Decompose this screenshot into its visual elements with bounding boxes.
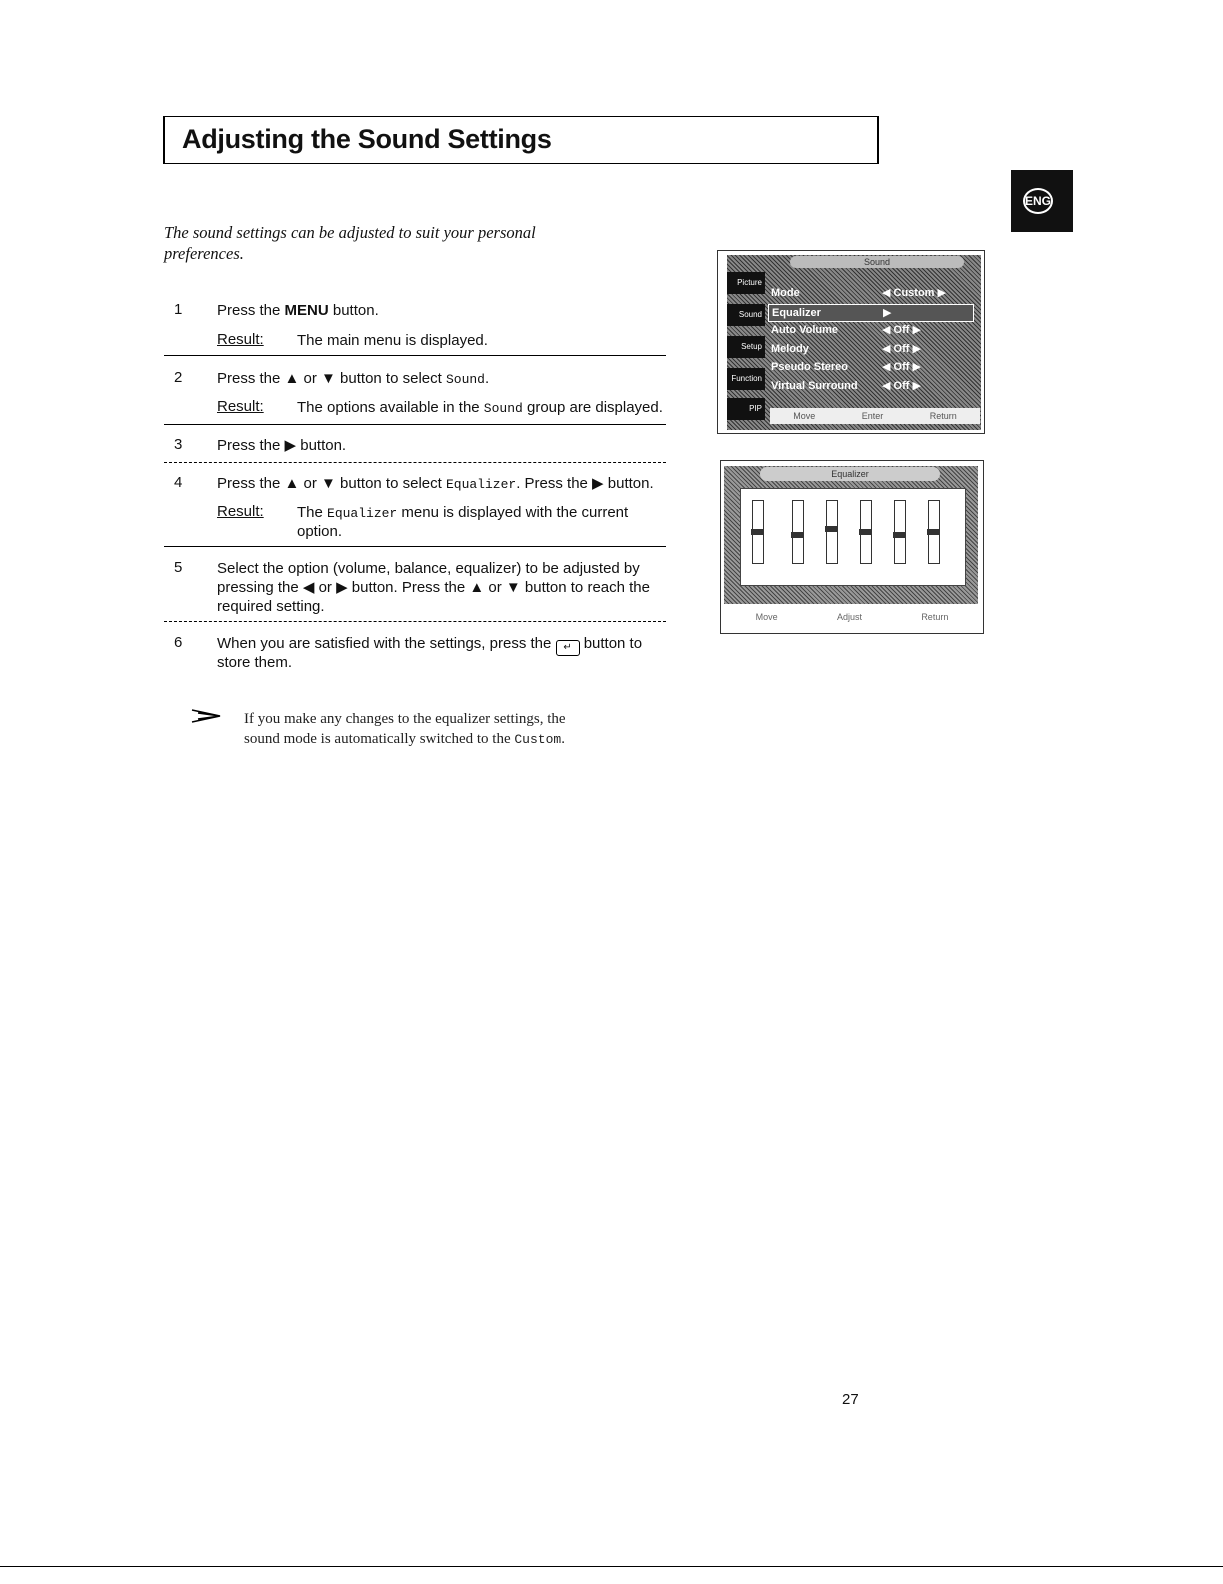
step-text-line: Select the option (volume, balance, equalizer) to be adjusted by [217, 560, 640, 577]
divider [164, 355, 666, 356]
step-text-line: store them. [217, 654, 293, 671]
menu-tab-sound: Sound [727, 304, 765, 326]
step-text: Press the ▶ button. [217, 437, 347, 454]
eq-band-slider [826, 500, 838, 564]
note-arrow-icon [190, 706, 224, 726]
equalizer-footer [726, 610, 978, 624]
footer-adjust: Adjust [836, 612, 862, 622]
eq-band-slider [860, 500, 872, 564]
slider-knob [859, 529, 871, 535]
menu-tab-picture: Picture [727, 272, 765, 294]
intro-text: The sound settings can be adjusted to suit your personal preferences. [164, 223, 536, 263]
footer-return: Return [921, 612, 949, 622]
footer-return: Return [929, 411, 957, 421]
footer-move: Move [755, 612, 778, 622]
step-number: 3 [174, 436, 183, 453]
slider-knob [825, 526, 837, 532]
footer-enter: Enter [861, 411, 884, 421]
balance-slider [752, 500, 764, 564]
slider-knob [927, 529, 939, 535]
note-text [244, 709, 654, 750]
step-number: 1 [174, 301, 183, 318]
step-number: 6 [174, 634, 183, 651]
menu-row-virtual-surround: Virtual Surround ◀ Off ▶ [771, 380, 921, 392]
page-title: Adjusting the Sound Settings [182, 124, 552, 154]
step-text: When you are satisfied with the settings, press the ↵ button to [217, 634, 642, 656]
menu-row-auto-volume: Auto Volume ◀ Off ▶ [771, 324, 921, 336]
step-number: 2 [174, 369, 183, 386]
eq-band-slider [792, 500, 804, 564]
footer-move: Move [793, 411, 816, 421]
divider [164, 546, 666, 547]
eq-band-slider [894, 500, 906, 564]
enter-button-icon: ↵ [556, 640, 580, 656]
eq-band-slider [928, 500, 940, 564]
divider [164, 621, 666, 622]
slider-knob [893, 532, 905, 538]
result-text-cont: option. [297, 523, 343, 540]
step-number: 5 [174, 559, 183, 576]
note-line: sound mode is automatically switched to the Custom. [244, 731, 565, 747]
result-text: The main menu is displayed. [297, 332, 488, 349]
menu-tab-function: Function [727, 368, 765, 390]
result-label: Result: [217, 331, 264, 348]
step-text-line: pressing the ◀ or ▶ button. Press the ▲ or ▼ button to reach the [217, 579, 650, 596]
page-number: 27 [842, 1391, 859, 1408]
menu-row-pseudo-stereo: Pseudo Stereo ◀ Off ▶ [771, 361, 921, 373]
divider [164, 424, 666, 425]
result-label: Result: [217, 398, 264, 415]
menu-tab-setup: Setup [727, 336, 765, 358]
eng-badge: ENG [1023, 188, 1053, 214]
menu-footer [770, 408, 980, 424]
step-text: Press the ▲ or ▼ button to select Sound. [217, 370, 490, 387]
step-text: Press the MENU button. [217, 302, 379, 319]
equalizer-title: Equalizer [760, 467, 940, 481]
step-text: Press the ▲ or ▼ button to select Equalizer. Press the ▶ button. [217, 475, 654, 492]
result-label: Result: [217, 503, 264, 520]
slider-knob [791, 532, 803, 538]
divider [164, 462, 666, 463]
result-text: The Equalizer menu is displayed with the current [297, 504, 629, 521]
menu-row-melody: Melody ◀ Off ▶ [771, 343, 921, 355]
slider-knob [751, 529, 763, 535]
menu-tab-pip: PIP [727, 398, 765, 420]
bottom-rule [0, 1566, 1223, 1567]
menu-row-mode: Mode ◀ Custom ▶ [771, 287, 946, 299]
menu-row-equalizer: Equalizer ▶ [768, 304, 974, 322]
menu-title: Sound [790, 256, 964, 268]
note-line: If you make any changes to the equalizer settings, the [244, 711, 566, 727]
step-number: 4 [174, 474, 183, 491]
step-text-line: required setting. [217, 598, 325, 615]
result-text: The options available in the Sound group are displayed. [297, 399, 663, 416]
